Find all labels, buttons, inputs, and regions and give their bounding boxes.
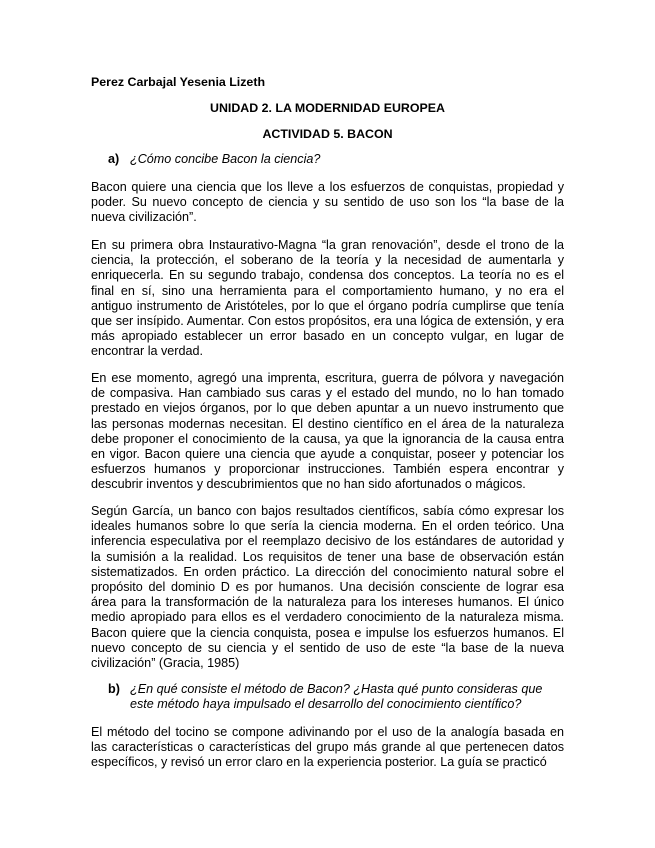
author-name: Perez Carbajal Yesenia Lizeth <box>91 75 266 89</box>
question-a <box>108 152 564 167</box>
question-a-label: a) <box>108 152 120 166</box>
paragraph: En ese momento, agregó una imprenta, escritura, guerra de pólvora y navegación de compasiva. Han cambiado sus caras y el estado del mundo, no lo han tomado prestado en viejos órganos, por lo que deben apuntar a un nuevo instrumento que las personas modernas necesitan. El destino científico en el área de la naturaleza debe proponer el conocimiento de la causa, ya que la ignorancia de la causa entra en vigor. Bacon quiere una ciencia que ayude a conquistar, poseer y potenciar los esfuerzos humanos y proporcionar instrucciones. También espera encontrar y descubrir inventos y descubrimientos que no han sido afortunados o mágicos. <box>91 371 564 492</box>
paragraph: Según García, un banco con bajos resultados científicos, sabía cómo expresar los ideales humanos sobre lo que sería la ciencia moderna. En el orden teórico. Una inferencia especulativa por el reemplazo decisivo de los estándares de autoridad y la sumisión a la realidad. Los requisitos de tener una base de observación están sistematizados. En orden práctico. La dirección del conocimiento natural sobre el propósito del dominio D es por humanos. Una decisión consciente de lograr esa área para la transformación de la naturaleza para los intereses humanos. El único medio apropiado para ellos es el verdadero conocimiento de la naturaleza misma. Bacon quiere que la ciencia conquista, posea e impulse los esfuerzos humanos. El nuevo concepto de su ciencia y el sentido de uso de este “la base de la nueva civilización” (Gracia, 1985) <box>91 504 564 671</box>
activity-title: ACTIVIDAD 5. BACON <box>262 127 393 141</box>
unit-title: UNIDAD 2. LA MODERNIDAD EUROPEA <box>210 101 445 115</box>
paragraph: El método del tocino se compone adivinando por el uso de la analogía basada en las características o características del grupo más grande al que pertenecen datos específicos, y revisó un error claro en la experiencia posterior. La guía se practicó <box>91 725 564 770</box>
question-a-text: ¿Cómo concibe Bacon la ciencia? <box>130 152 321 166</box>
paragraph: En su primera obra Instaurativo-Magna “la gran renovación”, desde el trono de la ciencia, la protección, el soberano de la teoría y la necesidad de aumentarla y enriquecerla. En su segundo trabajo, condensa dos conceptos. La teoría no es el final en sí, sino una herramienta para el comportamiento humano, y no era el antiguo instrumento de Aristóteles, por lo que el órgano podría cumplirse que tenía que ser insípido. Aumentar. Con estos propósitos, era una lógica de extensión, y era más apropiado establecer un error basado en un concepto vulgar, en lugar de encontrar la verdad. <box>91 238 564 359</box>
paragraph: Bacon quiere una ciencia que los lleve a los esfuerzos de conquistas, propiedad y poder. Su nuevo concepto de ciencia y su sentido de uso son los “la base de la nueva civilización”. <box>91 180 564 225</box>
question-b <box>108 682 564 712</box>
question-b-text-continued: este método haya impulsado el desarrollo del conocimiento científico? <box>130 697 522 712</box>
question-b-label: b) <box>108 682 120 696</box>
question-b-text: ¿En qué consiste el método de Bacon? ¿Hasta qué punto consideras que <box>130 682 543 696</box>
